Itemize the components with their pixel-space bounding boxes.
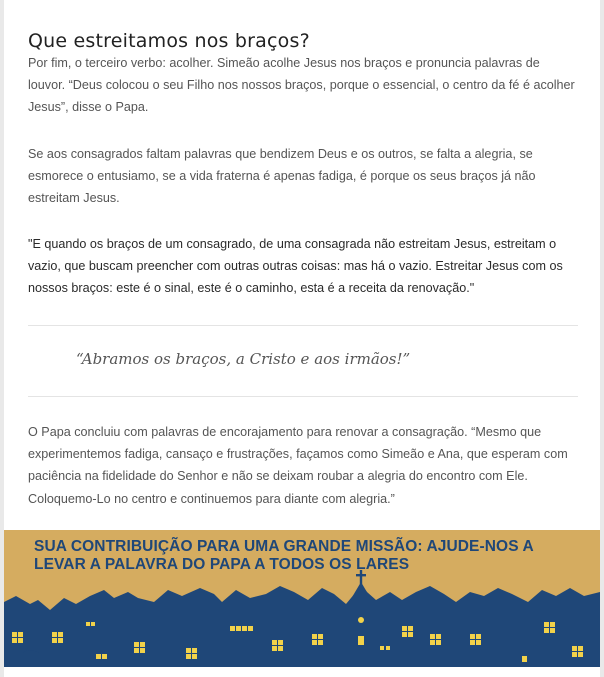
divider-top (28, 325, 578, 326)
donation-banner[interactable] (4, 530, 600, 667)
paragraph-1: Por fim, o terceiro verbo: acolher. Simeão acolhe Jesus nos braços e pronuncia palavras de louvor. “Deus colocou o seu Filho nos nossos braços, porque o essencial, o centro da fé é acolher Jesus”, disse o Papa. (28, 56, 575, 115)
paragraph-3-quote: "E quando os braços de um consagrado, de uma consagrada não estreitam Jesus, estreitam o vazio, que buscam preencher com outras outras coisas: mas há o vazio. Estreitar Jesus com os nossos braços: este é o sinal, este é o caminho, esta é a receita da renovação." (28, 237, 563, 296)
banner-line-2: LEVAR A PALAVRA DO PAPA A TODOS OS LARES (34, 556, 410, 573)
pull-quote: “Abramos os braços, a Cristo e aos irmãos!” (76, 350, 411, 368)
banner-headline (34, 538, 534, 574)
section-heading: Que estreitamos nos braços? (28, 30, 310, 52)
paragraph-4: O Papa concluiu com palavras de encorajamento para renovar a consagração. “Mesmo que experimentemos fadiga, cansaço e frustrações, façamos como Simeão e Ana, que esperam com paciência na fidelidade do Senhor e não se deixam roubar a alegria do encontro com Ele. Coloquemo-Lo no centro e continuemos para diante com alegria.” (28, 425, 568, 506)
article-page (4, 0, 600, 677)
divider-bottom (28, 396, 578, 397)
paragraph-2: Se aos consagrados faltam palavras que bendizem Deus e os outros, se falta a alegria, se esmorece o entusiamo, se a vida fraterna é apenas fadiga, é porque os seus braços já não estreitam Jesus. (28, 147, 536, 206)
banner-line-1: SUA CONTRIBUIÇÃO PARA UMA GRANDE MISSÃO: AJUDE-NOS A (34, 538, 534, 555)
